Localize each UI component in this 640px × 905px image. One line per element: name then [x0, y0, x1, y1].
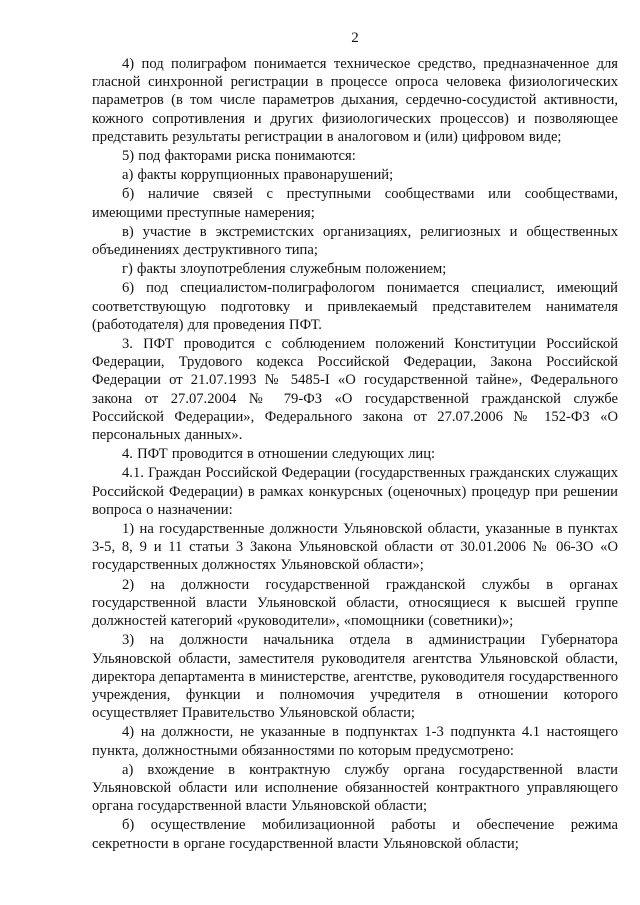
paragraph: а) вхождение в контрактную службу органа государственной власти Ульяновской области или исполнение обязанностей контрактного управляющего органа государственной власти Ульяновской области; [92, 761, 618, 815]
paragraph: 6) под специалистом-полиграфологом понимается специалист, имеющий соответствующую подготовку и привлекаемый представителем нанимателя (работодателя) для проведения ПФТ. [92, 280, 618, 333]
paragraph: б) наличие связей с преступными сообществами или сообществами, имеющими преступные намерения; [92, 186, 618, 221]
paragraph: 5) под факторами риска понимаются: [122, 148, 356, 165]
paragraph: 4. ПФТ проводится в отношении следующих лиц: [122, 446, 436, 463]
paragraph: 4) на должности, не указанные в подпунктах 1-3 подпункта 4.1 настоящего пункта, должностными обязанностями по которым предусмотрено: [92, 724, 618, 759]
paragraph: 4.1. Граждан Российской Федерации (государственных гражданских служащих Российской Федерации) в рамках конкурсных (оценочных) процедур при решении вопроса о назначении: [92, 465, 618, 518]
paragraph: г) факты злоупотребления служебным положением; [122, 261, 447, 278]
paragraph: 1) на государственные должности Ульяновской области, указанные в пунктах 3-5, 8, 9 и 11 статьи 3 Закона Ульяновской области от 30.01.2006 № 06-ЗО «О государственных должностях Ульяновской области»; [92, 521, 618, 574]
page-number: 2 [351, 30, 359, 46]
paragraph: 3. ПФТ проводится с соблюдением положений Конституции Российской Федерации, Трудового кодекса Российской Федерации, Закона Российской Федерации от 21.07.1993 № 5485-I «О государственной тайне», Федерального закона от 27.07.2004 № 79-ФЗ «О государственной гражданской службе Российской Федерации», Федерального закона от 27.07.2006 № 152-ФЗ «О персональных данных». [92, 336, 618, 444]
paragraph: 2) на должности государственной гражданской службы в органах государственной власти Ульяновской области, относящиеся к высшей группе должностей категорий «руководители», «помощники (советники)»; [92, 576, 618, 630]
paragraph: а) факты коррупционных правонарушений; [122, 167, 394, 184]
paragraph: б) осуществление мобилизационной работы и обеспечение режима секретности в органе государственной власти Ульяновской области; [92, 817, 618, 852]
paragraph: 3) на должности начальника отдела в администрации Губернатора Ульяновской области, заместителя руководителя агентства Ульяновской области, директора департамента в министерстве, агентстве, руководителя государственного учреждения, функции и полномочия учредителя в отношении которого осуществляет Правительство Ульяновской области; [92, 632, 618, 722]
paragraph: в) участие в экстремистских организациях, религиозных и общественных объединениях деструктивного типа; [92, 223, 618, 259]
paragraph: 4) под полиграфом понимается техническое средство, предназначенное для гласной синхронной регистрации в процессе опроса человека физиологических параметров (в том числе параметров дыхания, сердечно-сосудистой активности, кожного сопротивления и других физиологических процессов) и позволяющее представить результаты регистрации в аналоговом и (или) цифровом виде; [92, 56, 618, 145]
